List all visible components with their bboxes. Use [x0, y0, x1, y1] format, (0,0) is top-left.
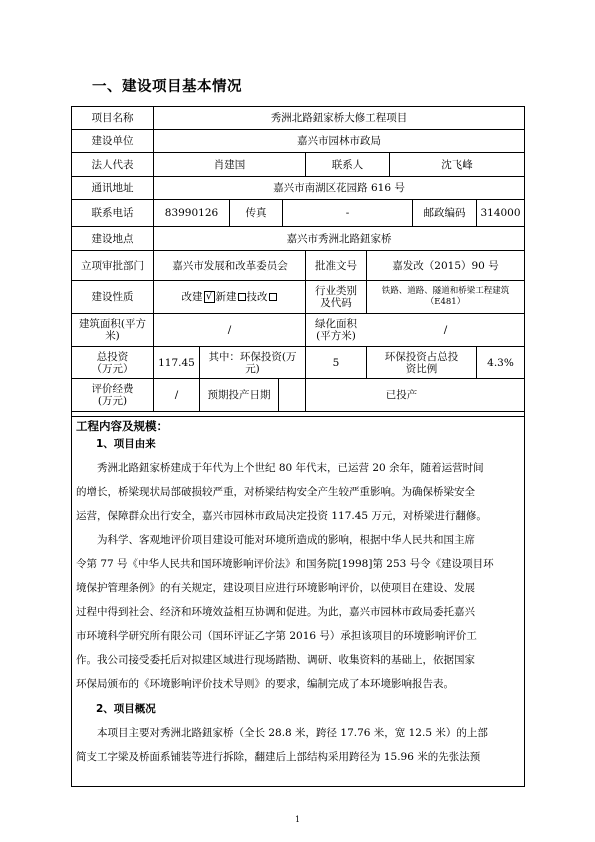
value-nature	[154, 281, 305, 313]
content-heading: 工程内容及规模：	[76, 419, 168, 433]
section-title: 一、建设项目基本情况	[92, 79, 242, 95]
paragraph-line: 为科学、客观地评价项目建设可能对环境所造成的影响，根据中华人民共和国主席	[97, 534, 475, 546]
label-contact: 联系人	[331, 158, 364, 171]
label-project-name: 项目名称	[91, 112, 134, 124]
value-phone: 83990126	[164, 207, 219, 219]
label-address: 通讯地址	[91, 182, 134, 194]
value-legal-rep: 肖建国	[213, 158, 246, 171]
label-fax: 传真	[245, 207, 267, 219]
nature-option-rebuild: 改建	[181, 291, 203, 303]
label-postcode: 邮政编码	[423, 207, 466, 219]
value-env-invest: 5	[332, 356, 340, 369]
value-floor-area: /	[227, 324, 232, 336]
value-site: 嘉兴市秀洲北路鈕家桥	[286, 232, 392, 245]
paragraph-line: 市环境科学研究所有限公司（国环评证乙字第 2016 号）承担该项目的环境影响评价工	[76, 630, 477, 642]
value-fax: -	[345, 207, 350, 219]
paragraph-line: 过程中得到社会、经济和环境效益相互协调和促进。为此，嘉兴市园林市政局委托嘉兴	[76, 606, 475, 618]
paragraph-line: 运营，保障群众出行安全，嘉兴市园林市政局决定投资 117.45 万元，对桥梁进行翻修。	[76, 510, 487, 522]
checkbox-checked[interactable]: √	[204, 291, 215, 303]
paragraph-line: 简支工字梁及桥面系铺装等进行拆除，翻建后上部结构采用跨径为 15.96 米的先张法预	[76, 751, 481, 763]
value-postcode: 314000	[480, 207, 521, 219]
value-contact: 沈飞峰	[441, 158, 473, 171]
label-builder: 建设单位	[91, 135, 134, 147]
label-legal-rep: 法人代表	[91, 158, 134, 171]
paragraph-line: 作。我公司接受委托后对拟建区域进行现场踏勘、调研、收集资料的基础上，依据国家	[76, 654, 475, 666]
label-approval-dept: 立项审批部门	[81, 259, 144, 272]
checkbox-tech[interactable]	[269, 293, 277, 301]
label-total-invest: 总投资（万元）	[91, 350, 134, 375]
label-env-ratio: 环保投资占总投资比例	[384, 350, 459, 375]
label-floor-area: 建筑面积(平方米)	[78, 318, 147, 342]
value-builder: 嘉兴市园林市政局	[297, 135, 381, 147]
checkbox-new[interactable]	[238, 293, 246, 301]
paragraph-line: 本项目主要对秀洲北路鈕家桥（全长 28.8 米，跨径 17.76 米，宽 12.5 米）的上部	[97, 727, 488, 739]
value-address: 嘉兴市南湖区花园路 616 号	[273, 182, 405, 194]
label-green-area: 绿化面积(平方米)	[315, 318, 357, 342]
label-prod-date: 预期投产日期	[207, 389, 271, 401]
value-prod-date: 已投产	[385, 389, 418, 401]
value-industry: 铁路、道路、隧道和桥梁工程建筑（E481）	[381, 286, 510, 307]
value-approval-dept: 嘉兴市发展和改革委员会	[172, 259, 288, 272]
paragraph-line: 令第 77 号《中华人民共和国环境影响评价法》和国务院[1998]第 253 号令《建设项目环	[76, 558, 494, 570]
subheading-origin: 1、项目由来	[96, 438, 156, 450]
nature-option-tech: 技改	[246, 291, 268, 303]
value-green-area: /	[443, 324, 448, 336]
value-env-ratio: 4.3%	[487, 356, 514, 369]
paragraph-line: 环保局颁布的《环境影响评价技术导则》的要求，编制完成了本环境影响报告表。	[76, 678, 454, 690]
label-approval-no: 批准文号	[315, 259, 357, 272]
label-phone: 联系电话	[91, 207, 134, 219]
value-project-name: 秀洲北路鈕家桥大修工程项目	[270, 112, 408, 124]
label-site: 建设地点	[91, 232, 134, 245]
paragraph-line: 境保护管理条例》的有关规定，建设项目应进行环境影响评价，以使项目在建设、发展	[76, 582, 475, 594]
label-eval-fee: 评价经费(万元)	[91, 383, 134, 407]
value-approval-no: 嘉发改（2015）90 号	[392, 259, 499, 272]
label-nature: 建设性质	[91, 291, 134, 303]
paragraph-line: 秀洲北路鈕家桥建成于年代为上个世纪 80 年代末，已运营 20 余年，随着运营时间	[97, 462, 484, 474]
page-number: 1	[294, 815, 301, 824]
nature-option-new: 新建	[215, 291, 237, 303]
value-eval-fee: /	[174, 389, 179, 401]
label-industry: 行业类别及代码	[315, 285, 357, 309]
label-env-invest: 其中：环保投资(万元)	[208, 350, 297, 375]
paragraph-line: 的增长，桥梁现状局部破损较严重，对桥梁结构安全产生较严重影响。为确保桥梁安全	[76, 486, 475, 498]
subheading-overview: 2、项目概况	[96, 703, 156, 715]
value-total-invest: 117.45	[158, 356, 195, 369]
